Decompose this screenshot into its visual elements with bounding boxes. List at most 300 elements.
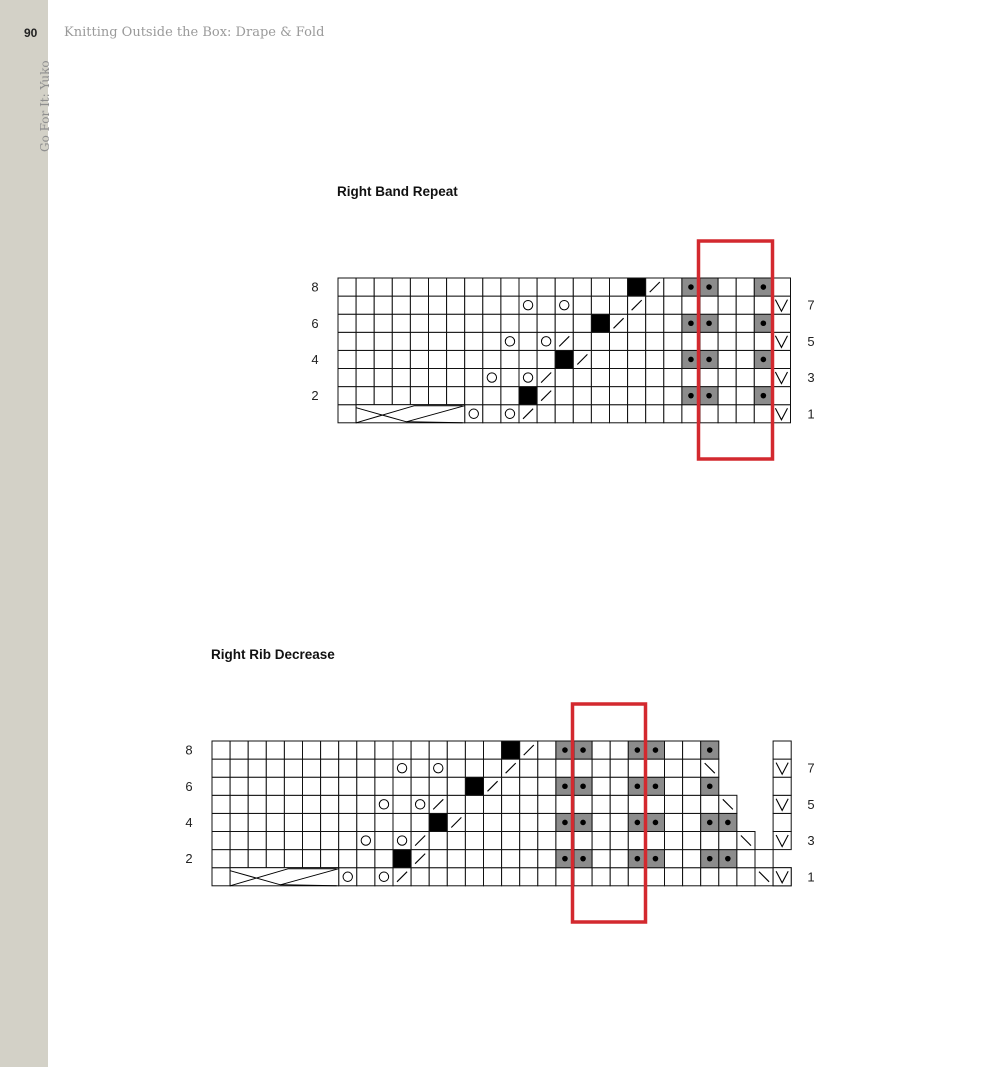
stitch-cell [375,832,393,850]
stitch-cell [375,850,393,868]
stitch-cell [502,850,520,868]
stitch-cell [537,405,555,423]
stitch-cell [736,296,754,314]
stitch-cell [555,405,573,423]
purl-dot-symbol [580,783,586,789]
stitch-cell [610,777,628,795]
row-label-right: 7 [807,760,815,776]
stitch-cell [538,850,556,868]
stitch-cell [392,314,410,332]
stitch-cell [664,350,682,368]
stitch-cell [610,387,628,405]
stitch-cell [303,813,321,831]
stitch-cell [374,332,392,350]
stitch-cell [519,387,537,405]
stitch-cell [447,387,465,405]
stitch-cell [447,868,465,886]
row-label-left: 2 [185,851,193,867]
stitch-cell [484,795,502,813]
stitch-cell [646,387,664,405]
stitch-cell [610,405,628,423]
row-label-right: 1 [807,406,815,422]
purl-dot-symbol [580,856,586,862]
stitch-cell [665,832,683,850]
stitch-cell [502,813,520,831]
purl-dot-symbol [707,783,713,789]
stitch-cell [646,369,664,387]
stitch-cell [230,795,248,813]
stitch-cell [664,314,682,332]
stitch-cell [465,759,483,777]
stitch-cell [610,850,628,868]
stitch-cell [665,777,683,795]
stitch-cell [483,369,501,387]
stitch-cell [664,405,682,423]
stitch-cell [573,387,591,405]
row-label-left: 8 [185,742,193,758]
stitch-cell [248,832,266,850]
stitch-cell [339,813,357,831]
stitch-cell [646,314,664,332]
stitch-cell [646,868,664,886]
purl-dot-symbol [635,856,641,862]
stitch-cell [374,296,392,314]
stitch-cell [321,759,339,777]
stitch-cell [628,278,646,296]
stitch-cell [592,795,610,813]
stitch-cell [356,369,374,387]
stitch-cell [484,759,502,777]
stitch-cell [338,405,356,423]
stitch-cell [357,832,375,850]
stitch-cell [266,813,284,831]
stitch-cell [248,777,266,795]
stitch-cell [356,350,374,368]
stitch-cell [465,278,483,296]
stitch-cell [284,850,302,868]
stitch-cell [683,868,701,886]
purl-dot-symbol [562,747,568,753]
purl-dot-symbol [706,393,712,399]
stitch-cell [447,314,465,332]
stitch-cell [339,759,357,777]
row-label-right: 1 [807,869,815,885]
stitch-cell [429,278,447,296]
stitch-cell [519,350,537,368]
stitch-cell [411,813,429,831]
stitch-cell [683,795,701,813]
stitch-cell [555,369,573,387]
stitch-cell [502,868,520,886]
row-label-left: 4 [311,351,319,367]
stitch-cell [520,759,538,777]
stitch-cell [429,741,447,759]
stitch-cell [248,813,266,831]
stitch-cell [356,278,374,296]
stitch-cell [484,813,502,831]
stitch-cell [429,759,447,777]
stitch-cell [266,741,284,759]
stitch-cell [356,332,374,350]
stitch-cell [573,314,591,332]
purl-dot-symbol [706,284,712,290]
cable-cell [356,405,465,423]
stitch-cell [737,868,755,886]
purl-dot-symbol [706,320,712,326]
row-label-left: 2 [311,388,319,404]
stitch-cell [555,296,573,314]
stitch-cell [284,777,302,795]
section-label: Go For It: Yuko [38,60,52,152]
stitch-cell [718,350,736,368]
stitch-cell [537,332,555,350]
stitch-cell [628,350,646,368]
stitch-cell [392,278,410,296]
stitch-cell [230,850,248,868]
purl-dot-symbol [725,856,731,862]
stitch-cell [465,405,483,423]
stitch-cell [610,369,628,387]
purl-dot-symbol [707,747,713,753]
stitch-cell [429,332,447,350]
purl-dot-symbol [562,783,568,789]
purl-dot-symbol [706,357,712,363]
stitch-cell [465,296,483,314]
stitch-cell [683,777,701,795]
stitch-cell [646,350,664,368]
stitch-cell [465,868,483,886]
stitch-cell [646,296,664,314]
stitch-cell [665,795,683,813]
stitch-cell [683,759,701,777]
stitch-cell [248,795,266,813]
stitch-cell [212,741,230,759]
purl-dot-symbol [688,284,694,290]
stitch-cell [393,741,411,759]
stitch-cell [520,777,538,795]
stitch-cell [392,387,410,405]
stitch-cell [230,741,248,759]
stitch-cell [303,759,321,777]
stitch-cell [465,314,483,332]
stitch-cell [610,795,628,813]
stitch-cell [339,741,357,759]
stitch-cell [375,813,393,831]
stitch-cell [339,777,357,795]
stitch-cell [303,832,321,850]
stitch-cell [538,813,556,831]
stitch-cell [501,369,519,387]
stitch-cell [447,777,465,795]
stitch-cell [592,741,610,759]
stitch-cell [303,850,321,868]
stitch-cell [483,405,501,423]
stitch-cell [700,296,718,314]
stitch-cell [230,777,248,795]
stitch-cell [665,741,683,759]
stitch-cell [591,405,609,423]
stitch-cell [393,813,411,831]
stitch-cell [718,314,736,332]
stitch-cell [610,296,628,314]
stitch-cell [393,832,411,850]
stitch-cell [591,350,609,368]
stitch-cell [592,832,610,850]
stitch-cell [447,350,465,368]
stitch-cell [230,759,248,777]
stitch-cell [628,868,646,886]
stitch-cell [338,369,356,387]
purl-dot-symbol [707,820,713,826]
row-label-right: 7 [807,297,815,313]
stitch-cell [700,369,718,387]
purl-dot-symbol [688,320,694,326]
stitch-cell [357,868,375,886]
stitch-cell [483,332,501,350]
stitch-cell [338,314,356,332]
stitch-cell [284,741,302,759]
stitch-cell [356,387,374,405]
stitch-cell [230,832,248,850]
stitch-cell [736,405,754,423]
chart-title-right-band-repeat: Right Band Repeat [337,184,458,199]
stitch-cell [248,850,266,868]
stitch-cell [212,813,230,831]
stitch-cell [374,314,392,332]
stitch-cell [284,795,302,813]
stitch-cell [266,850,284,868]
stitch-cell [610,278,628,296]
stitch-cell [628,759,646,777]
stitch-cell [483,278,501,296]
stitch-cell [538,777,556,795]
purl-dot-symbol [653,783,659,789]
stitch-cell [502,832,520,850]
stitch-cell [447,741,465,759]
stitch-cell [429,296,447,314]
stitch-cell [591,314,609,332]
stitch-cell [700,405,718,423]
stitch-cell [537,350,555,368]
stitch-cell [628,795,646,813]
stitch-cell [538,741,556,759]
stitch-cell [447,278,465,296]
stitch-cell [447,759,465,777]
stitch-cell [392,332,410,350]
stitch-cell [501,314,519,332]
stitch-cell [718,278,736,296]
stitch-cell [555,350,573,368]
stitch-cell [375,777,393,795]
purl-dot-symbol [688,393,694,399]
stitch-cell [321,832,339,850]
stitch-cell [410,350,428,368]
stitch-cell [773,777,791,795]
stitch-cell [393,759,411,777]
stitch-cell [393,850,411,868]
stitch-cell [573,296,591,314]
stitch-cell [321,741,339,759]
stitch-cell [701,868,719,886]
stitch-cell [628,369,646,387]
row-label-left: 6 [185,778,193,794]
page-number: 90 [24,26,38,40]
stitch-cell [248,741,266,759]
stitch-cell [519,278,537,296]
stitch-cell [447,795,465,813]
stitch-cell [520,813,538,831]
stitch-cell [683,741,701,759]
stitch-cell [772,278,790,296]
stitch-cell [683,813,701,831]
stitch-cell [484,832,502,850]
stitch-cell [447,369,465,387]
cable-cell [230,868,339,886]
stitch-cell [501,278,519,296]
stitch-cell [591,296,609,314]
stitch-cell [410,332,428,350]
stitch-cell [519,369,537,387]
purl-dot-symbol [653,820,659,826]
stitch-cell [411,777,429,795]
purl-dot-symbol [562,856,568,862]
stitch-cell [374,278,392,296]
stitch-cell [212,868,230,886]
stitch-cell [212,850,230,868]
stitch-cell [610,813,628,831]
stitch-cell [284,813,302,831]
stitch-cell [447,332,465,350]
stitch-cell [338,350,356,368]
stitch-cell [392,369,410,387]
stitch-cell [410,369,428,387]
stitch-cell [610,832,628,850]
stitch-cell [465,741,483,759]
chart-right-band-repeat [311,241,814,459]
stitch-cell [339,832,357,850]
stitch-cell [410,314,428,332]
stitch-cell [502,741,520,759]
purl-dot-symbol [580,820,586,826]
stitch-cell [502,795,520,813]
stitch-cell [574,832,592,850]
stitch-cell [411,795,429,813]
stitch-cell [718,369,736,387]
stitch-cell [321,850,339,868]
stitch-cell [357,795,375,813]
stitch-cell [212,795,230,813]
stitch-cell [303,741,321,759]
purl-dot-symbol [653,856,659,862]
stitch-cell [701,832,719,850]
stitch-cell [266,777,284,795]
stitch-cell [736,278,754,296]
stitch-cell [628,832,646,850]
stitch-cell [701,795,719,813]
stitch-cell [429,387,447,405]
stitch-cell [555,314,573,332]
stitch-cell [573,405,591,423]
stitch-cell [520,795,538,813]
stitch-cell [338,332,356,350]
purl-dot-symbol [635,747,641,753]
stitch-cell [266,795,284,813]
stitch-cell [465,813,483,831]
stitch-cell [664,369,682,387]
stitch-cell [683,832,701,850]
row-label-right: 5 [807,333,815,349]
stitch-cell [212,777,230,795]
stitch-cell [410,278,428,296]
stitch-cell [266,832,284,850]
stitch-cell [665,868,683,886]
stitch-cell [375,795,393,813]
stitch-cell [538,832,556,850]
stitch-cell [484,741,502,759]
stitch-cell [610,741,628,759]
stitch-cell [592,759,610,777]
purl-dot-symbol [761,393,767,399]
purl-dot-symbol [688,357,694,363]
stitch-cell [338,296,356,314]
stitch-cell [357,850,375,868]
stitch-cell [664,296,682,314]
stitch-cell [591,278,609,296]
stitch-cell [375,868,393,886]
stitch-cell [357,813,375,831]
stitch-cell [664,387,682,405]
row-label-left: 6 [311,315,319,331]
stitch-cell [573,369,591,387]
stitch-cell [683,850,701,868]
stitch-cell [718,332,736,350]
stitch-cell [338,387,356,405]
stitch-cell [429,868,447,886]
purl-dot-symbol [635,820,641,826]
stitch-cell [338,278,356,296]
stitch-cell [592,813,610,831]
stitch-cell [321,813,339,831]
stitch-cell [718,387,736,405]
stitch-cell [465,369,483,387]
stitch-cell [375,759,393,777]
row-label-left: 4 [185,814,193,830]
chart-title-right-rib-decrease: Right Rib Decrease [211,647,335,662]
stitch-cell [719,832,737,850]
stitch-cell [284,832,302,850]
stitch-cell [465,387,483,405]
stitch-cell [573,332,591,350]
stitch-cell [646,759,664,777]
stitch-cell [736,369,754,387]
purl-dot-symbol [562,820,568,826]
stitch-cell [737,850,755,868]
stitch-cell [665,759,683,777]
stitch-cell [754,332,772,350]
stitch-cell [465,350,483,368]
stitch-cell [411,759,429,777]
stitch-cell [483,296,501,314]
purl-dot-symbol [761,357,767,363]
stitch-cell [573,278,591,296]
stitch-cell [357,741,375,759]
stitch-cell [392,296,410,314]
stitch-cell [356,314,374,332]
stitch-cell [754,296,772,314]
purl-dot-symbol [725,820,731,826]
purl-dot-symbol [761,320,767,326]
stitch-cell [628,332,646,350]
